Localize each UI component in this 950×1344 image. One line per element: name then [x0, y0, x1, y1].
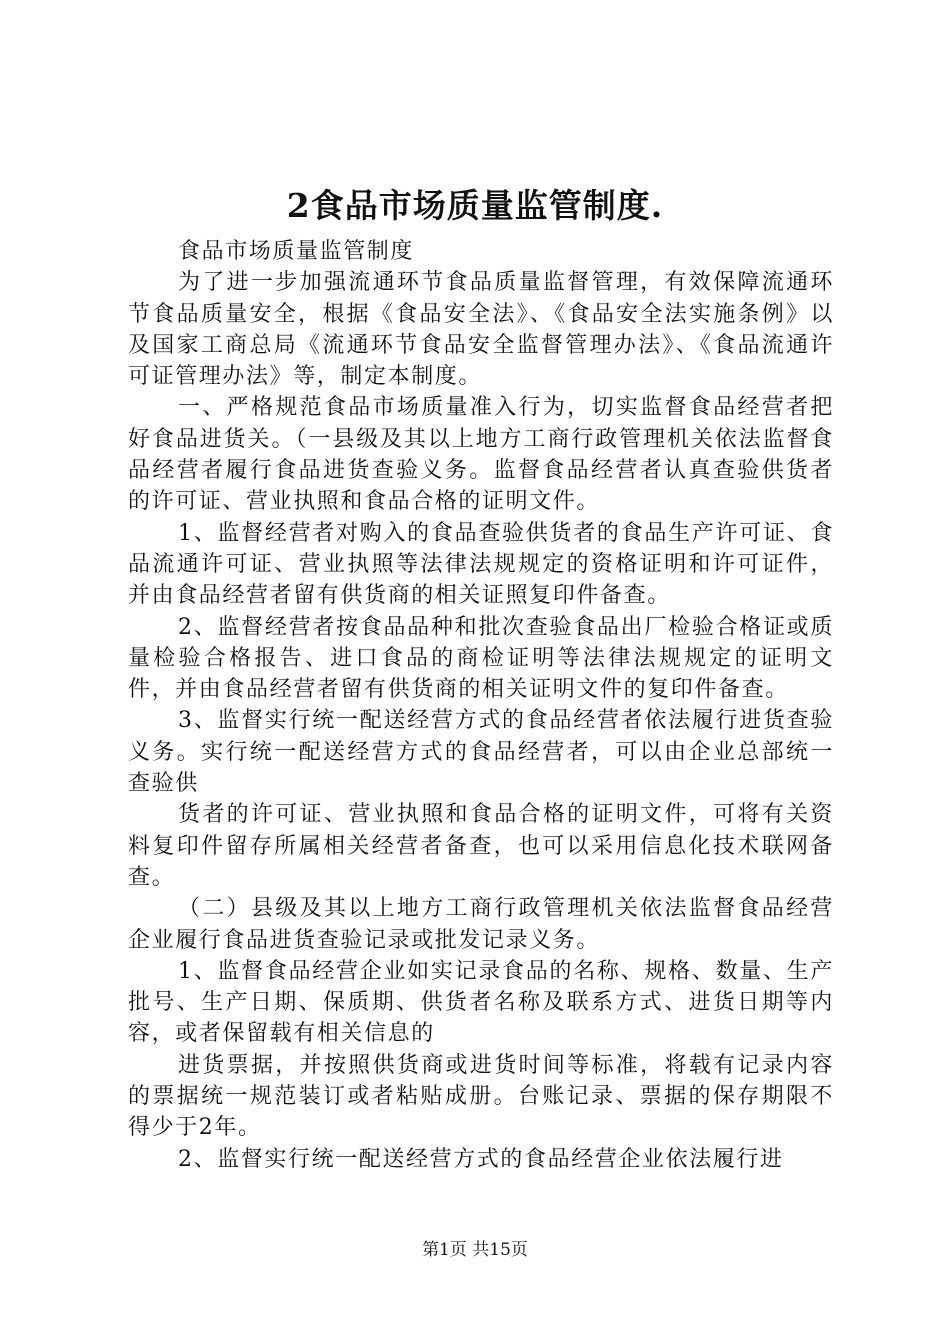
paragraph-subtitle: 食品市场质量监管制度 [178, 239, 415, 264]
page-number-footer: 第1页 共15页 [422, 1240, 528, 1260]
paragraph: 1、监督食品经营企业如实记录食品的名称、规格、数量、生产批号、生产日期、保质期、供货者名称及联系方式、进货日期等内容，或者保留载有相关信息的 [128, 958, 834, 1047]
paragraph: 2、监督经营者按食品品种和批次查验食品出厂检验合格证或质量检验合格报告、进口食品的商检证明等法律法规规定的证明文件，并由食品经营者留有供货商的相关证明文件的复印件备查。 [128, 614, 834, 703]
paragraph: 2、监督实行统一配送经营方式的食品经营企业依法履行进 [178, 1146, 784, 1172]
paragraph: 3、监督实行统一配送经营方式的食品经营者依法履行进货查验义务。实行统一配送经营方式的食品经营者，可以由企业总部统一查验供 [128, 708, 834, 797]
paragraph: 一、严格规范食品市场质量准入行为，切实监督食品经营者把好食品进货关。（一县级及其以上地方工商行政管理机关依法监督食品经营者履行食品进货查验义务。监督食品经营者认真查验供货者的许可证、营业执照和食品合格的证明文件。 [128, 395, 834, 515]
document-body [128, 236, 834, 1175]
paragraph: 进货票据，并按照供货商或进货时间等标准，将载有记录内容的票据统一规范装订或者粘贴成册。台账记录、票据的保存期限不得少于2年。 [128, 1052, 834, 1141]
document-title: 2食品市场质量监管制度. [286, 186, 664, 225]
paragraph: 货者的许可证、营业执照和食品合格的证明文件，可将有关资料复印件留存所属相关经营者备查，也可以采用信息化技术联网备查。 [128, 802, 834, 890]
paragraph: 1、监督经营者对购入的食品查验供货者的食品生产许可证、食品流通许可证、营业执照等法律法规规定的资格证明和许可证件，并由食品经营者留有供货商的相关证照复印件备查。 [128, 520, 834, 609]
paragraph: 为了进一步加强流通环节食品质量监督管理，有效保障流通环节食品质量安全，根据《食品安全法》、《食品安全法实施条例》以及国家工商总局《流通环节食品安全监督管理办法》、《食品流通许可证管理办法》等，制定本制度。 [128, 270, 834, 390]
paragraph: （二）县级及其以上地方工商行政管理机关依法监督食品经营企业履行食品进货查验记录或批发记录义务。 [128, 896, 834, 953]
